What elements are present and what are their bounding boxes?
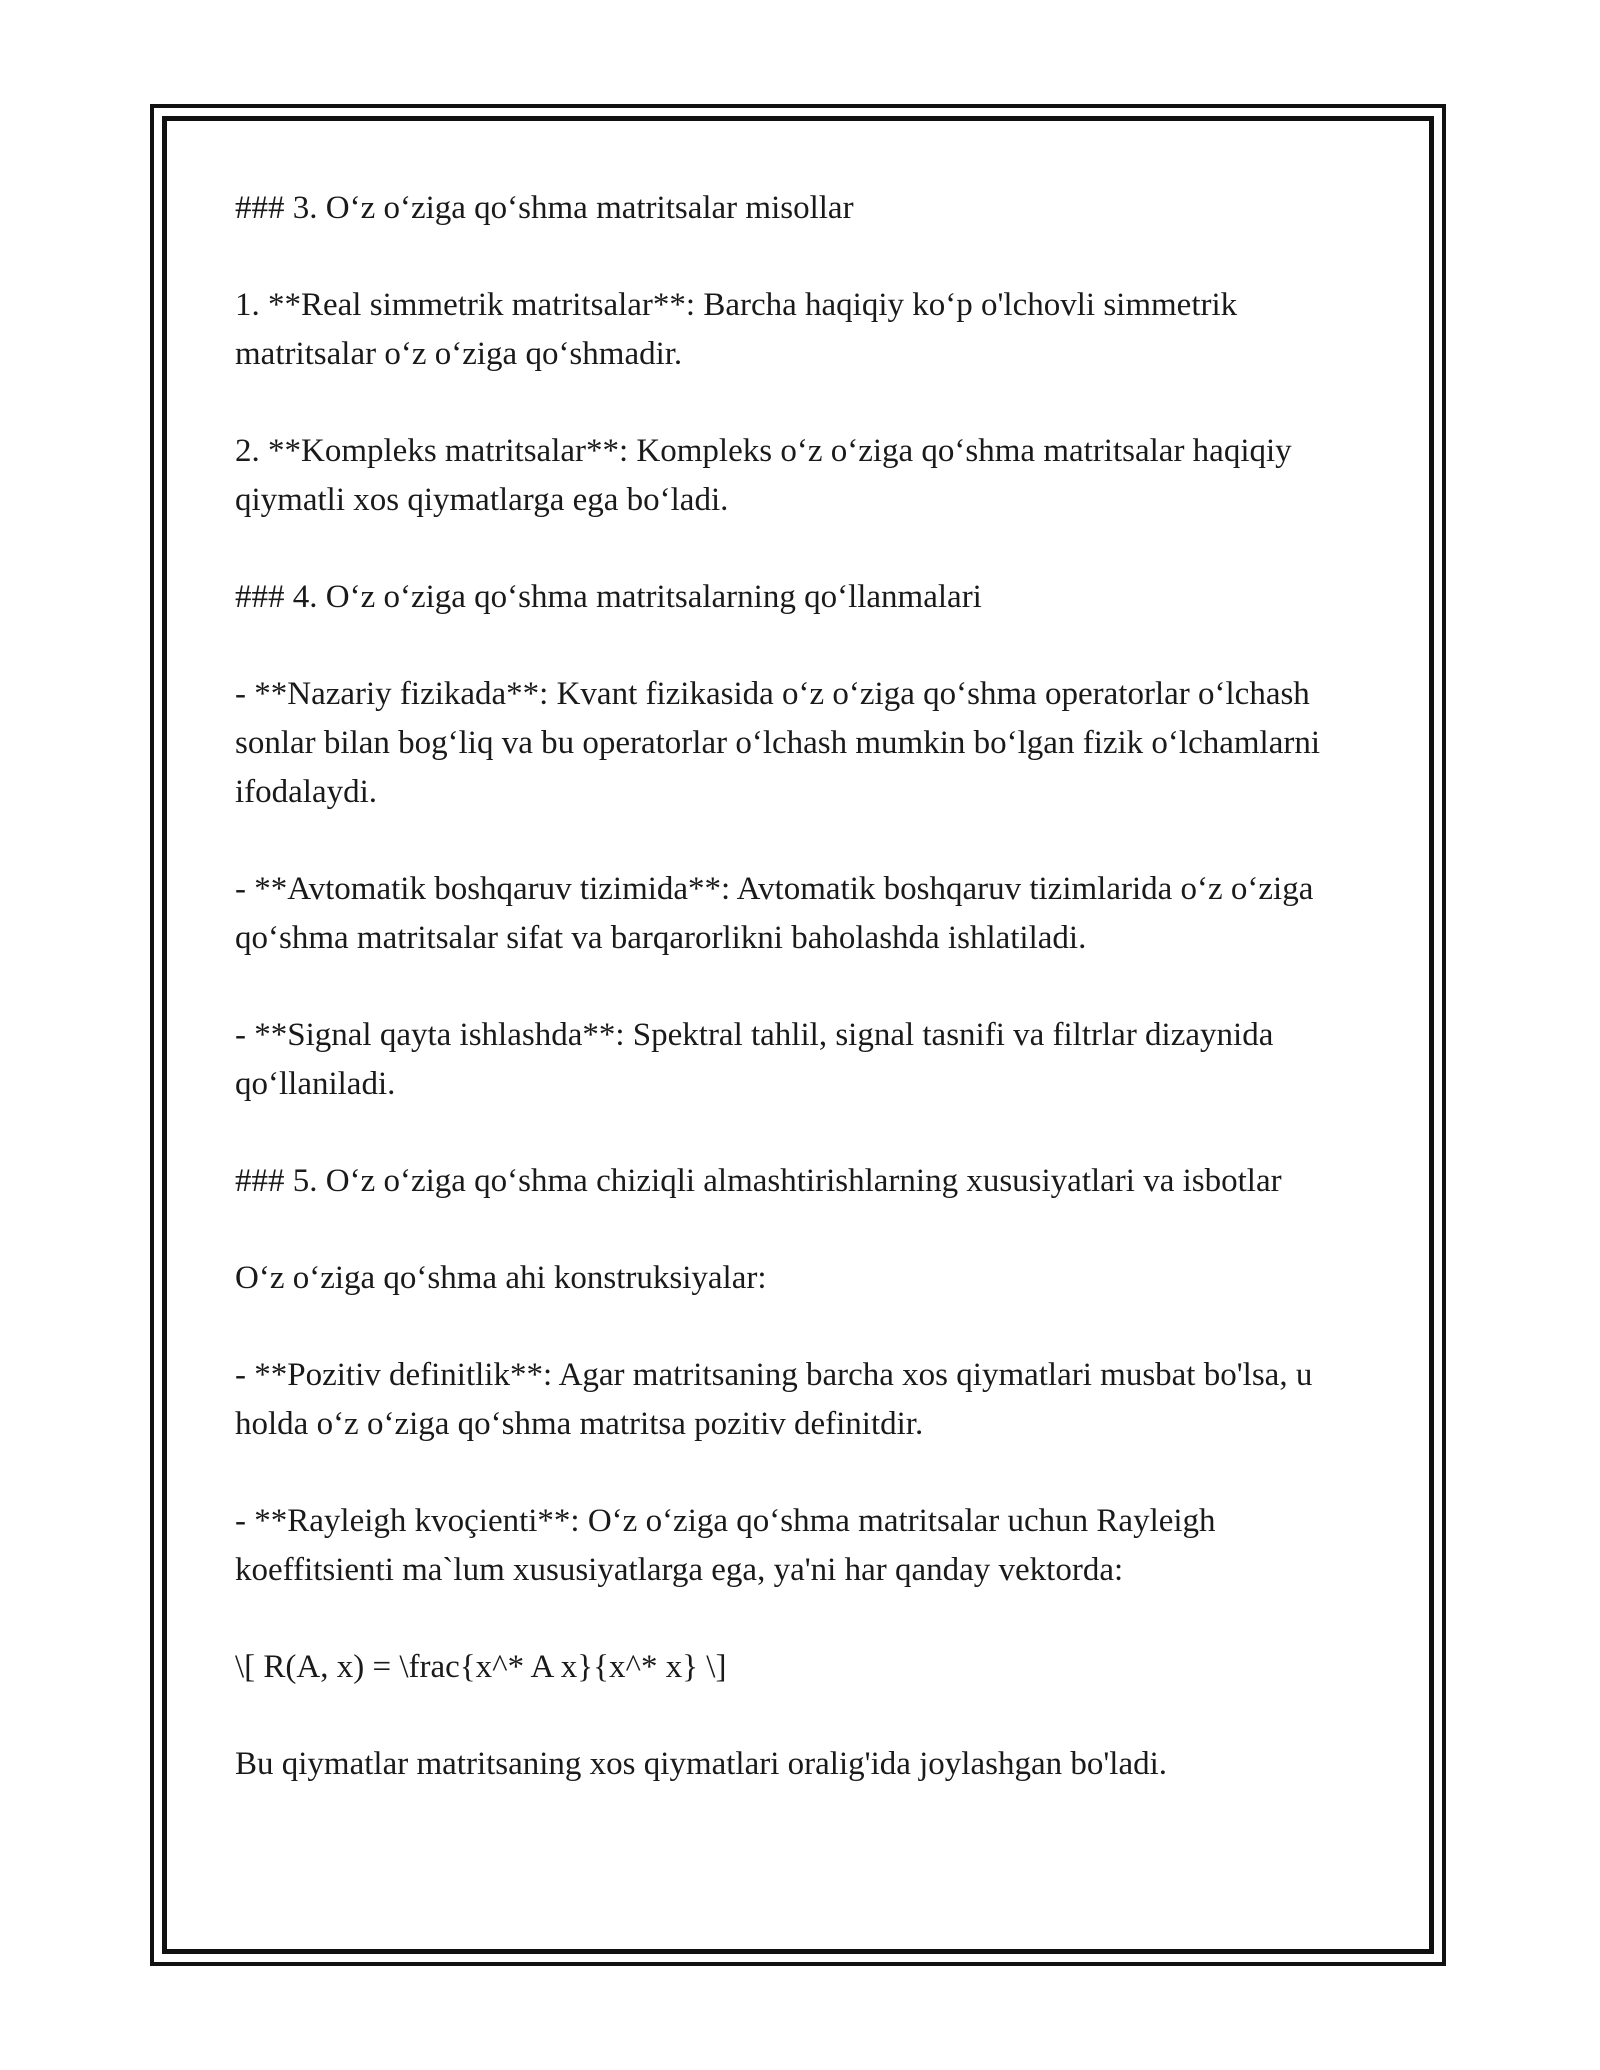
bullet-signal-processing: - **Signal qayta ishlashda**: Spektral tahlil, signal tasnifi va filtrlar dizaynida qo‘llaniladi. (235, 1017, 1274, 1102)
heading-section-5: ### 5. O‘z o‘ziga qo‘shma chiziqli almashtirishlarning xususiyatlari va isbotlar (235, 1163, 1282, 1199)
heading-section-4: ### 4. O‘z o‘ziga qo‘shma matritsalarning qo‘llanmalari (235, 579, 982, 615)
list-item-complex: 2. **Kompleks matritsalar**: Kompleks o‘z o‘ziga qo‘shma matritsalar haqiqiy qiymatli xos qiymatlarga ega bo‘ladi. (235, 433, 1292, 518)
paragraph-conclusion: Bu qiymatlar matritsaning xos qiymatlari oralig'ida joylashgan bo'ladi. (235, 1746, 1168, 1782)
bullet-theoretical-physics: - **Nazariy fizikada**: Kvant fizikasida o‘z o‘ziga qo‘shma operatorlar o‘lchash sonlar bilan bog‘liq va bu operatorlar o‘lchash mumkin bo‘lgan fizik o‘lchamlarni ifodalaydi. (235, 676, 1321, 810)
bullet-positive-definite: - **Pozitiv definitlik**: Agar matritsaning barcha xos qiymatlari musbat bo'lsa, u holda o‘z o‘ziga qo‘shma matritsa pozitiv definitdir. (235, 1357, 1313, 1442)
paragraph-constructions: O‘z o‘ziga qo‘shma ahi konstruksiyalar: (235, 1260, 767, 1296)
bullet-automatic-control: - **Avtomatik boshqaruv tizimida**: Avtomatik boshqaruv tizimlarida o‘z o‘ziga qo‘shma matritsalar sifat va barqarorlikni baholashda ishlatiladi. (235, 871, 1314, 956)
list-item-real-symmetric: 1. **Real simmetrik matritsalar**: Barcha haqiqiy ko‘p o'lchovli simmetrik matritsalar o‘z o‘ziga qo‘shmadir. (235, 287, 1238, 372)
bullet-rayleigh-quotient: - **Rayleigh kvoçienti**: O‘z o‘ziga qo‘shma matritsalar uchun Rayleigh koeffitsienti ma`lum xususiyatlarga ega, ya'ni har qanday vektorda: (235, 1503, 1216, 1588)
document-body (235, 184, 1365, 1837)
formula-rayleigh: \[ R(A, x) = \frac{x^* A x}{x^* x} \] (235, 1649, 727, 1685)
heading-section-3: ### 3. O‘z o‘ziga qo‘shma matritsalar misollar (235, 190, 854, 226)
